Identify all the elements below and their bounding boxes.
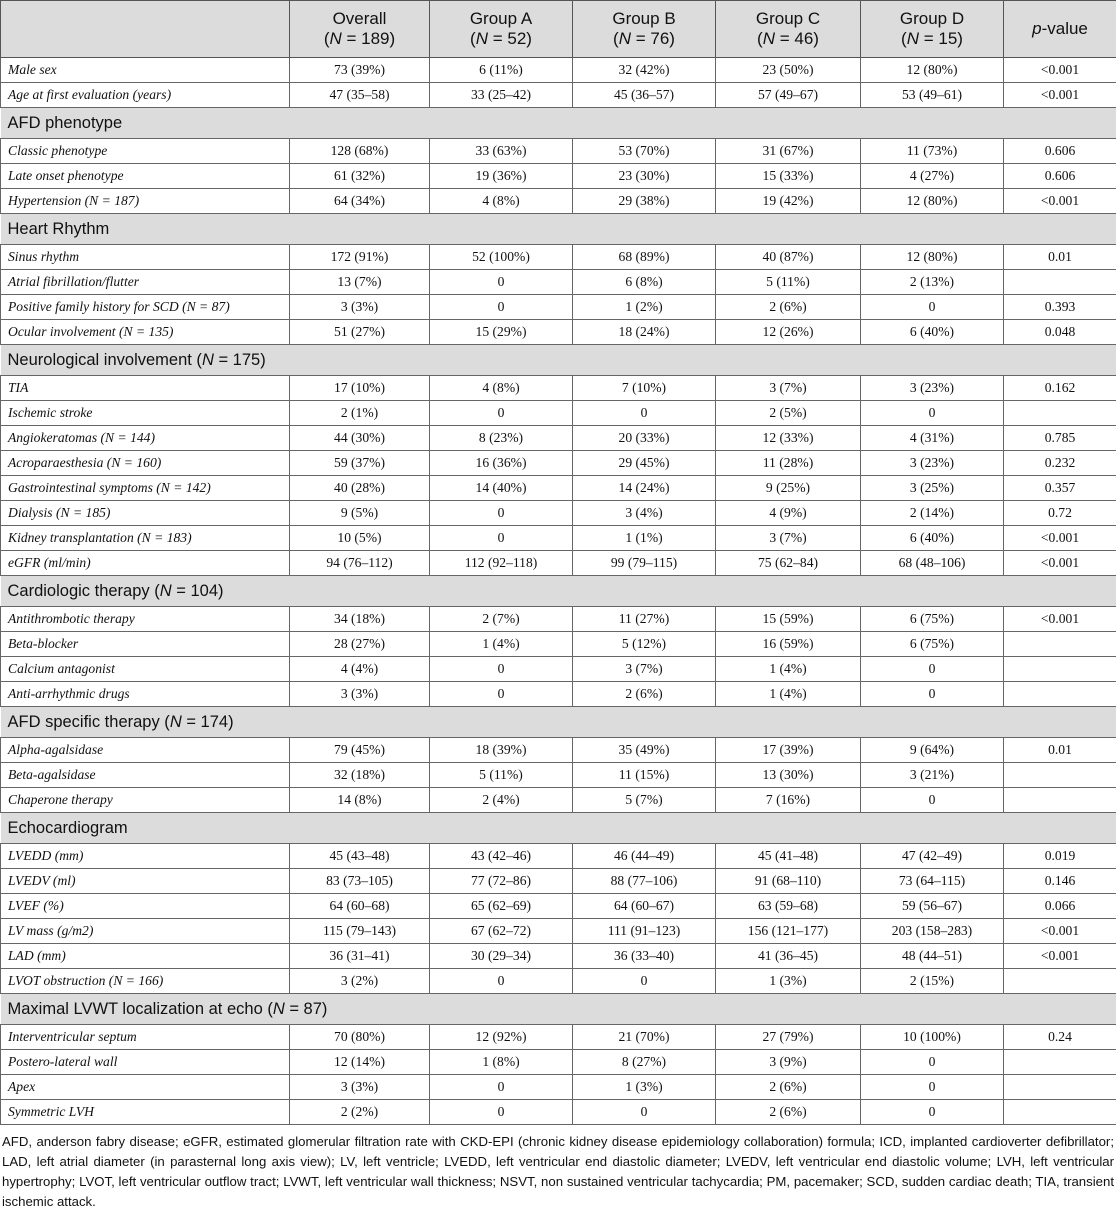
table-cell: <0.001	[1004, 83, 1116, 108]
table-cell: 83 (73–105)	[290, 869, 430, 894]
table-row	[1, 270, 1116, 295]
table-cell: 12 (80%)	[861, 189, 1004, 214]
table-cell: 18 (24%)	[573, 320, 716, 345]
table-cell: 32 (18%)	[290, 763, 430, 788]
table-row	[1, 788, 1116, 813]
table-cell: 3 (3%)	[290, 682, 430, 707]
table-cell: 16 (59%)	[716, 632, 861, 657]
section-row	[1, 707, 1116, 738]
table-cell: 45 (43–48)	[290, 844, 430, 869]
row-label: LVEDV (ml)	[1, 869, 290, 894]
table-cell: 0.146	[1004, 869, 1116, 894]
table-cell: 94 (76–112)	[290, 551, 430, 576]
table-row	[1, 320, 1116, 345]
table-cell: 0	[861, 1050, 1004, 1075]
table-cell: 15 (29%)	[430, 320, 573, 345]
row-label: Ocular involvement (N = 135)	[1, 320, 290, 345]
table-row	[1, 376, 1116, 401]
table-cell: 2 (7%)	[430, 607, 573, 632]
table-cell: 17 (39%)	[716, 738, 861, 763]
table-row	[1, 1025, 1116, 1050]
table-cell: 30 (29–34)	[430, 944, 573, 969]
table-cell: 0	[430, 1100, 573, 1125]
row-label: Chaperone therapy	[1, 788, 290, 813]
table-cell: 0	[861, 295, 1004, 320]
table-cell: 6 (11%)	[430, 58, 573, 83]
table-cell: 1 (4%)	[716, 682, 861, 707]
row-label: Antithrombotic therapy	[1, 607, 290, 632]
table-cell: 111 (91–123)	[573, 919, 716, 944]
table-cell: 0	[430, 1075, 573, 1100]
table-cell: 0	[573, 1100, 716, 1125]
table-cell: 15 (33%)	[716, 164, 861, 189]
table-cell: 48 (44–51)	[861, 944, 1004, 969]
section-row	[1, 576, 1116, 607]
table-cell: 12 (80%)	[861, 58, 1004, 83]
table-cell: 0	[430, 501, 573, 526]
table-cell: 0.72	[1004, 501, 1116, 526]
table-cell: 4 (4%)	[290, 657, 430, 682]
table-cell: 18 (39%)	[430, 738, 573, 763]
row-label: Positive family history for SCD (N = 87)	[1, 295, 290, 320]
table-cell: 0.162	[1004, 376, 1116, 401]
table-cell: 77 (72–86)	[430, 869, 573, 894]
table-cell: 75 (62–84)	[716, 551, 861, 576]
table-cell: 7 (16%)	[716, 788, 861, 813]
table-cell: 3 (23%)	[861, 376, 1004, 401]
table-row	[1, 607, 1116, 632]
table-cell: 41 (36–45)	[716, 944, 861, 969]
table-cell: 53 (49–61)	[861, 83, 1004, 108]
table-cell: 88 (77–106)	[573, 869, 716, 894]
row-label: Dialysis (N = 185)	[1, 501, 290, 526]
table-cell: 11 (73%)	[861, 139, 1004, 164]
table-body	[1, 58, 1116, 1125]
table-cell	[1004, 1050, 1116, 1075]
table-cell: <0.001	[1004, 189, 1116, 214]
section-heading: Cardiologic therapy (N = 104)	[1, 576, 1116, 607]
table-row	[1, 1100, 1116, 1125]
table-cell	[1004, 401, 1116, 426]
table-cell: 14 (24%)	[573, 476, 716, 501]
table-cell: 0.785	[1004, 426, 1116, 451]
table-cell: 21 (70%)	[573, 1025, 716, 1050]
table-cell: 79 (45%)	[290, 738, 430, 763]
table-cell: 2 (5%)	[716, 401, 861, 426]
table-cell: 23 (50%)	[716, 58, 861, 83]
table-cell: 73 (64–115)	[861, 869, 1004, 894]
table-cell: 0	[861, 788, 1004, 813]
table-cell: 0.019	[1004, 844, 1116, 869]
row-label: LV mass (g/m2)	[1, 919, 290, 944]
table-cell: 0.066	[1004, 894, 1116, 919]
table-cell: 63 (59–68)	[716, 894, 861, 919]
section-row	[1, 345, 1116, 376]
table-cell: 5 (12%)	[573, 632, 716, 657]
table-cell: 0	[430, 295, 573, 320]
table-row	[1, 919, 1116, 944]
table-cell: 128 (68%)	[290, 139, 430, 164]
table-cell: 4 (8%)	[430, 376, 573, 401]
row-label: Male sex	[1, 58, 290, 83]
table-row	[1, 58, 1116, 83]
table-row	[1, 83, 1116, 108]
table-row	[1, 969, 1116, 994]
row-label: Alpha-agalsidase	[1, 738, 290, 763]
table-cell: 12 (33%)	[716, 426, 861, 451]
table-cell: 0	[861, 682, 1004, 707]
table-cell: 64 (34%)	[290, 189, 430, 214]
row-label: Hypertension (N = 187)	[1, 189, 290, 214]
table-cell: 68 (89%)	[573, 245, 716, 270]
table-cell	[1004, 1075, 1116, 1100]
header-row	[1, 1, 1116, 58]
table-cell: 0	[430, 682, 573, 707]
table-row	[1, 164, 1116, 189]
table-row	[1, 657, 1116, 682]
table-cell: 57 (49–67)	[716, 83, 861, 108]
table-row	[1, 869, 1116, 894]
table-cell: <0.001	[1004, 919, 1116, 944]
table-cell: 9 (25%)	[716, 476, 861, 501]
table-cell: 2 (4%)	[430, 788, 573, 813]
table-cell: 29 (38%)	[573, 189, 716, 214]
table-cell: 20 (33%)	[573, 426, 716, 451]
table-row	[1, 139, 1116, 164]
table-cell: 8 (27%)	[573, 1050, 716, 1075]
table-cell: 3 (9%)	[716, 1050, 861, 1075]
table-cell: 13 (30%)	[716, 763, 861, 788]
table-cell: 0	[430, 657, 573, 682]
table-cell: 10 (100%)	[861, 1025, 1004, 1050]
table-cell: 0.357	[1004, 476, 1116, 501]
section-heading: Echocardiogram	[1, 813, 1116, 844]
table-cell	[1004, 657, 1116, 682]
table-cell: 17 (10%)	[290, 376, 430, 401]
table-cell: 13 (7%)	[290, 270, 430, 295]
table-cell	[1004, 632, 1116, 657]
table-cell: 0	[430, 526, 573, 551]
table-cell: 51 (27%)	[290, 320, 430, 345]
row-label: TIA	[1, 376, 290, 401]
table-cell: 3 (3%)	[290, 295, 430, 320]
table-cell: 5 (7%)	[573, 788, 716, 813]
table-row	[1, 894, 1116, 919]
table-row	[1, 1075, 1116, 1100]
table-cell: 0	[861, 657, 1004, 682]
table-cell: 1 (2%)	[573, 295, 716, 320]
table-cell: 19 (42%)	[716, 189, 861, 214]
table-cell: 15 (59%)	[716, 607, 861, 632]
table-row	[1, 501, 1116, 526]
table-cell: 156 (121–177)	[716, 919, 861, 944]
table-cell: 29 (45%)	[573, 451, 716, 476]
table-cell: 47 (35–58)	[290, 83, 430, 108]
table-cell: 23 (30%)	[573, 164, 716, 189]
table-cell: 0	[430, 270, 573, 295]
header-cell-group-d: Group D (N = 15)	[861, 1, 1004, 58]
table-cell: 4 (8%)	[430, 189, 573, 214]
table-cell: 0.393	[1004, 295, 1116, 320]
table-cell: 32 (42%)	[573, 58, 716, 83]
table-cell: 203 (158–283)	[861, 919, 1004, 944]
section-heading: AFD specific therapy (N = 174)	[1, 707, 1116, 738]
table-cell: 0.01	[1004, 245, 1116, 270]
table-row	[1, 763, 1116, 788]
table-cell: 99 (79–115)	[573, 551, 716, 576]
table-cell: <0.001	[1004, 944, 1116, 969]
table-cell: 33 (25–42)	[430, 83, 573, 108]
table-cell: 3 (7%)	[716, 376, 861, 401]
row-label: Age at first evaluation (years)	[1, 83, 290, 108]
table-cell: 3 (21%)	[861, 763, 1004, 788]
table-cell: 11 (28%)	[716, 451, 861, 476]
table-cell: 73 (39%)	[290, 58, 430, 83]
table-cell: 0	[861, 401, 1004, 426]
header-cell-label	[1, 1, 290, 58]
table-cell: 1 (4%)	[430, 632, 573, 657]
table-cell	[1004, 969, 1116, 994]
table-cell: 4 (9%)	[716, 501, 861, 526]
table-cell: 2 (14%)	[861, 501, 1004, 526]
table-cell	[1004, 682, 1116, 707]
row-label: Beta-agalsidase	[1, 763, 290, 788]
table-footnote: AFD, anderson fabry disease; eGFR, estimated glomerular filtration rate with CKD-EPI (chronic kidney disease epidemiology collaboration) formula; ICD, implanted cardioverter defibrillator; LAD, left atrial diameter (in parasternal long axis view); LV, left ventricle; LVEDD, left ventricular end diastolic diameter; LVEDV, left ventricular end diastolic volume; LVH, left ventricular hypertrophy; LVOT, left ventricular outflow tract; LVWT, left ventricular wall thickness; NSVT, non sustained ventricular tachycardia; PM, pacemaker; SCD, sudden cardiac death; TIA, transient ischemic attack.	[2, 1134, 1114, 1209]
table-cell: 68 (48–106)	[861, 551, 1004, 576]
table-cell: 2 (6%)	[716, 1100, 861, 1125]
table-cell: 6 (8%)	[573, 270, 716, 295]
table-cell: 3 (3%)	[290, 1075, 430, 1100]
table-row	[1, 632, 1116, 657]
row-label: LVEF (%)	[1, 894, 290, 919]
section-heading: Neurological involvement (N = 175)	[1, 345, 1116, 376]
table-cell: 0.24	[1004, 1025, 1116, 1050]
header-cell-overall: Overall (N = 189)	[290, 1, 430, 58]
table-cell: 0	[861, 1075, 1004, 1100]
header-cell-p-value: p-value	[1004, 1, 1116, 58]
row-label: Ischemic stroke	[1, 401, 290, 426]
table-cell: 0.01	[1004, 738, 1116, 763]
table-cell: 40 (87%)	[716, 245, 861, 270]
row-label: LVOT obstruction (N = 166)	[1, 969, 290, 994]
row-label: Atrial fibrillation/flutter	[1, 270, 290, 295]
table-cell: 5 (11%)	[430, 763, 573, 788]
table-row	[1, 426, 1116, 451]
table-cell: 0	[430, 969, 573, 994]
table-cell: 61 (32%)	[290, 164, 430, 189]
table-cell: 14 (40%)	[430, 476, 573, 501]
table-cell: 6 (40%)	[861, 320, 1004, 345]
table-cell: 53 (70%)	[573, 139, 716, 164]
section-heading: AFD phenotype	[1, 108, 1116, 139]
table-cell: 12 (80%)	[861, 245, 1004, 270]
row-label: Kidney transplantation (N = 183)	[1, 526, 290, 551]
table-cell: 11 (15%)	[573, 763, 716, 788]
table-cell: 5 (11%)	[716, 270, 861, 295]
table-cell: 0	[573, 401, 716, 426]
table-cell: 2 (1%)	[290, 401, 430, 426]
table-cell: 52 (100%)	[430, 245, 573, 270]
section-row	[1, 813, 1116, 844]
table-cell: 12 (92%)	[430, 1025, 573, 1050]
row-label: Late onset phenotype	[1, 164, 290, 189]
table-row	[1, 245, 1116, 270]
row-label: Calcium antagonist	[1, 657, 290, 682]
row-label: LVEDD (mm)	[1, 844, 290, 869]
table-row	[1, 451, 1116, 476]
row-label: Classic phenotype	[1, 139, 290, 164]
table-cell: 19 (36%)	[430, 164, 573, 189]
table-cell: 1 (1%)	[573, 526, 716, 551]
table-cell: 0	[861, 1100, 1004, 1125]
header-cell-group-c: Group C (N = 46)	[716, 1, 861, 58]
table-cell: 31 (67%)	[716, 139, 861, 164]
section-heading: Maximal LVWT localization at echo (N = 87)	[1, 994, 1116, 1025]
table-cell: 1 (3%)	[716, 969, 861, 994]
table-cell: 36 (33–40)	[573, 944, 716, 969]
table-cell: 1 (4%)	[716, 657, 861, 682]
table-cell: 16 (36%)	[430, 451, 573, 476]
table-cell: 1 (3%)	[573, 1075, 716, 1100]
table-cell: 4 (27%)	[861, 164, 1004, 189]
table-row	[1, 682, 1116, 707]
table-cell: 2 (6%)	[573, 682, 716, 707]
table-cell: 46 (44–49)	[573, 844, 716, 869]
table-cell: 12 (26%)	[716, 320, 861, 345]
table-cell: 2 (2%)	[290, 1100, 430, 1125]
row-label: Gastrointestinal symptoms (N = 142)	[1, 476, 290, 501]
table-cell: 2 (15%)	[861, 969, 1004, 994]
table-cell: 8 (23%)	[430, 426, 573, 451]
table-cell: 40 (28%)	[290, 476, 430, 501]
table-cell: 59 (37%)	[290, 451, 430, 476]
table-cell: 115 (79–143)	[290, 919, 430, 944]
table-cell: 4 (31%)	[861, 426, 1004, 451]
section-row	[1, 214, 1116, 245]
row-label: Acroparaesthesia (N = 160)	[1, 451, 290, 476]
table-cell: 28 (27%)	[290, 632, 430, 657]
table-cell: 3 (7%)	[573, 657, 716, 682]
table-cell: 9 (64%)	[861, 738, 1004, 763]
table-cell: 112 (92–118)	[430, 551, 573, 576]
table-cell: 43 (42–46)	[430, 844, 573, 869]
table-cell: 0	[430, 401, 573, 426]
table-cell: 35 (49%)	[573, 738, 716, 763]
table-cell: 2 (6%)	[716, 295, 861, 320]
table-cell: 12 (14%)	[290, 1050, 430, 1075]
table-cell: 3 (2%)	[290, 969, 430, 994]
table-cell: 67 (62–72)	[430, 919, 573, 944]
table-cell: <0.001	[1004, 58, 1116, 83]
table-cell	[1004, 763, 1116, 788]
table-row	[1, 476, 1116, 501]
row-label: LAD (mm)	[1, 944, 290, 969]
table-cell: 2 (13%)	[861, 270, 1004, 295]
table-cell: <0.001	[1004, 607, 1116, 632]
table-row	[1, 944, 1116, 969]
table-row	[1, 738, 1116, 763]
row-label: Symmetric LVH	[1, 1100, 290, 1125]
section-heading: Heart Rhythm	[1, 214, 1116, 245]
table-cell: 1 (8%)	[430, 1050, 573, 1075]
table-cell: 3 (23%)	[861, 451, 1004, 476]
table-cell: 45 (36–57)	[573, 83, 716, 108]
table-cell: 2 (6%)	[716, 1075, 861, 1100]
table-cell: <0.001	[1004, 526, 1116, 551]
row-label: Beta-blocker	[1, 632, 290, 657]
table-cell: 91 (68–110)	[716, 869, 861, 894]
table-cell: 0.606	[1004, 139, 1116, 164]
table-cell: 0.606	[1004, 164, 1116, 189]
table-cell: 10 (5%)	[290, 526, 430, 551]
table-row	[1, 551, 1116, 576]
table-cell	[1004, 788, 1116, 813]
table-cell: 27 (79%)	[716, 1025, 861, 1050]
table-cell	[1004, 270, 1116, 295]
table-cell: 47 (42–49)	[861, 844, 1004, 869]
table-cell: 9 (5%)	[290, 501, 430, 526]
table-row	[1, 295, 1116, 320]
table-cell: 11 (27%)	[573, 607, 716, 632]
row-label: Postero-lateral wall	[1, 1050, 290, 1075]
row-label: Interventricular septum	[1, 1025, 290, 1050]
row-label: Anti-arrhythmic drugs	[1, 682, 290, 707]
section-row	[1, 108, 1116, 139]
table-cell: 3 (25%)	[861, 476, 1004, 501]
table-cell: 0	[573, 969, 716, 994]
table-cell: 70 (80%)	[290, 1025, 430, 1050]
table-cell: 59 (56–67)	[861, 894, 1004, 919]
table-row	[1, 526, 1116, 551]
table-cell: 64 (60–67)	[573, 894, 716, 919]
table-cell: 44 (30%)	[290, 426, 430, 451]
section-row	[1, 994, 1116, 1025]
row-label: Sinus rhythm	[1, 245, 290, 270]
table-cell: 33 (63%)	[430, 139, 573, 164]
table-cell: <0.001	[1004, 551, 1116, 576]
table-cell: 64 (60–68)	[290, 894, 430, 919]
header-cell-group-b: Group B (N = 76)	[573, 1, 716, 58]
table-cell: 6 (75%)	[861, 632, 1004, 657]
table-cell: 36 (31–41)	[290, 944, 430, 969]
row-label: Apex	[1, 1075, 290, 1100]
table-cell: 65 (62–69)	[430, 894, 573, 919]
table-cell: 34 (18%)	[290, 607, 430, 632]
table-row	[1, 189, 1116, 214]
table-row	[1, 401, 1116, 426]
table-cell: 7 (10%)	[573, 376, 716, 401]
table-cell: 0.232	[1004, 451, 1116, 476]
table-row	[1, 1050, 1116, 1075]
row-label: Angiokeratomas (N = 144)	[1, 426, 290, 451]
table-cell: 3 (4%)	[573, 501, 716, 526]
table-cell: 45 (41–48)	[716, 844, 861, 869]
table-row	[1, 844, 1116, 869]
table-cell: 0.048	[1004, 320, 1116, 345]
table-cell: 6 (40%)	[861, 526, 1004, 551]
header-cell-group-a: Group A (N = 52)	[430, 1, 573, 58]
table-cell: 14 (8%)	[290, 788, 430, 813]
table-cell: 6 (75%)	[861, 607, 1004, 632]
table-cell: 3 (7%)	[716, 526, 861, 551]
row-label: eGFR (ml/min)	[1, 551, 290, 576]
table-cell	[1004, 1100, 1116, 1125]
table-cell: 172 (91%)	[290, 245, 430, 270]
